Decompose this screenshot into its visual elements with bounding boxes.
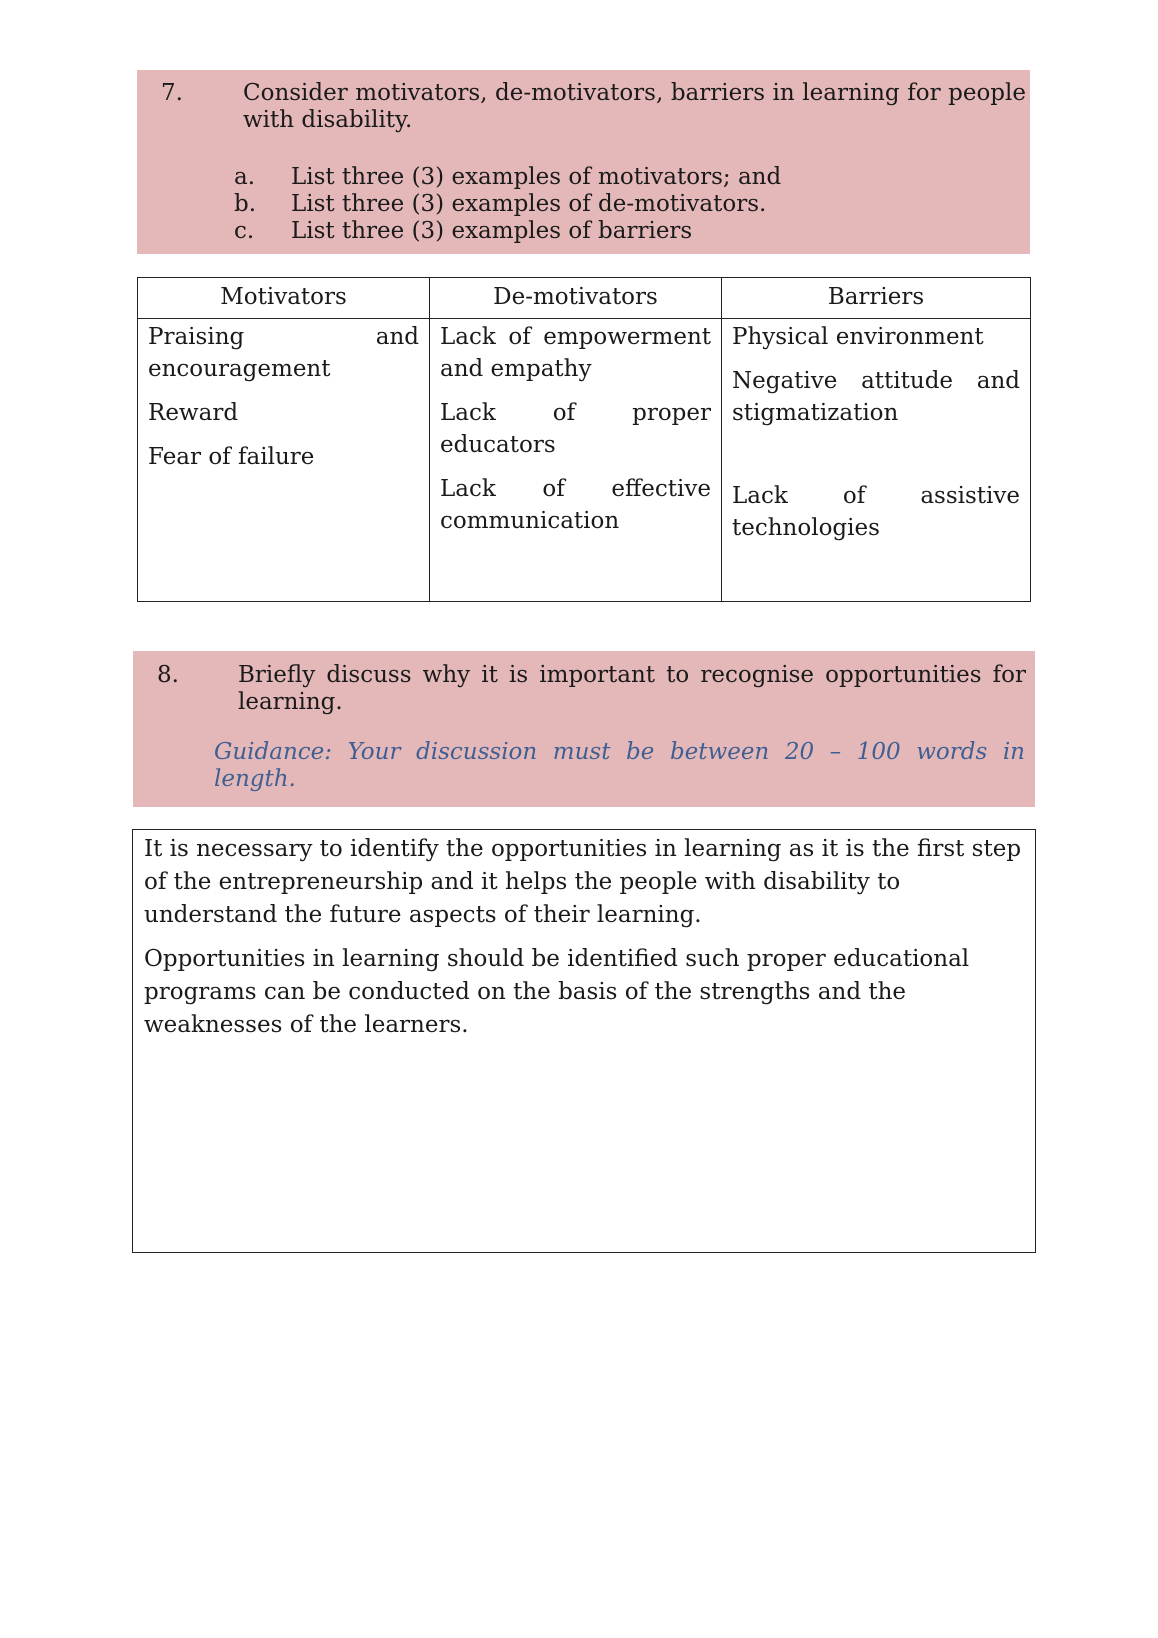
barrier-item: Physical environment: [732, 324, 984, 350]
barrier-item: Lack of assistive technologies: [732, 483, 1020, 541]
sub-item-letter: c.: [234, 218, 255, 244]
sub-item-b: [234, 191, 994, 218]
answer-paragraph: Opportunities in learning should be identified such proper educational programs can be conducted on the basis of the strengths and the weaknesses of the learners.: [144, 946, 970, 1038]
header-motivators: Motivators: [138, 278, 430, 319]
sub-item-letter: b.: [234, 191, 257, 217]
question-7-box: [137, 70, 1030, 254]
motivators-cell: [138, 319, 430, 602]
demotivator-item: Lack of proper educators: [440, 400, 711, 458]
question-7-sublist: [234, 164, 994, 245]
answer-table: [137, 277, 1031, 602]
barriers-cell: [722, 319, 1031, 602]
question-8-guidance: Guidance: Your discussion must be between 20 – 100 words in length.: [214, 739, 1025, 792]
question-7-number: 7.: [161, 80, 183, 106]
question-7-text: Consider motivators, de-motivators, barriers in learning for people with disability.: [243, 80, 1026, 133]
header-barriers: Barriers: [722, 278, 1031, 319]
answer-8-box: [132, 829, 1036, 1253]
sub-item-text: List three (3) examples of motivators; and: [291, 164, 782, 190]
sub-item-a: [234, 164, 994, 191]
header-demotivators: De-motivators: [430, 278, 722, 319]
sub-item-c: [234, 218, 994, 245]
question-8-row: [157, 662, 1026, 722]
motivator-item: Praising and encouragement: [148, 324, 419, 382]
question-8-number: 8.: [157, 662, 179, 688]
question-8-box: [133, 651, 1035, 807]
answer-paragraph: It is necessary to identify the opportunities in learning as it is the first step of the entrepreneurship and it helps the people with disability to understand the future aspects of their learning.: [144, 836, 1022, 928]
sub-item-letter: a.: [234, 164, 256, 190]
demotivator-item: Lack of empowerment and empathy: [440, 324, 711, 382]
motivator-item: Fear of failure: [148, 444, 315, 470]
motivator-item: Reward: [148, 400, 239, 426]
demotivators-cell: [430, 319, 722, 602]
question-7-row: [161, 80, 1026, 140]
table-row: [138, 319, 1031, 602]
barrier-item: Negative attitude and stigmatization: [732, 368, 1020, 426]
table-header-row: [138, 278, 1031, 319]
sub-item-text: List three (3) examples of de-motivators.: [291, 191, 767, 217]
sub-item-text: List three (3) examples of barriers: [291, 218, 693, 244]
demotivator-item: Lack of effective communication: [440, 476, 711, 534]
question-8-text: Briefly discuss why it is important to recognise opportunities for learning.: [238, 662, 1026, 715]
